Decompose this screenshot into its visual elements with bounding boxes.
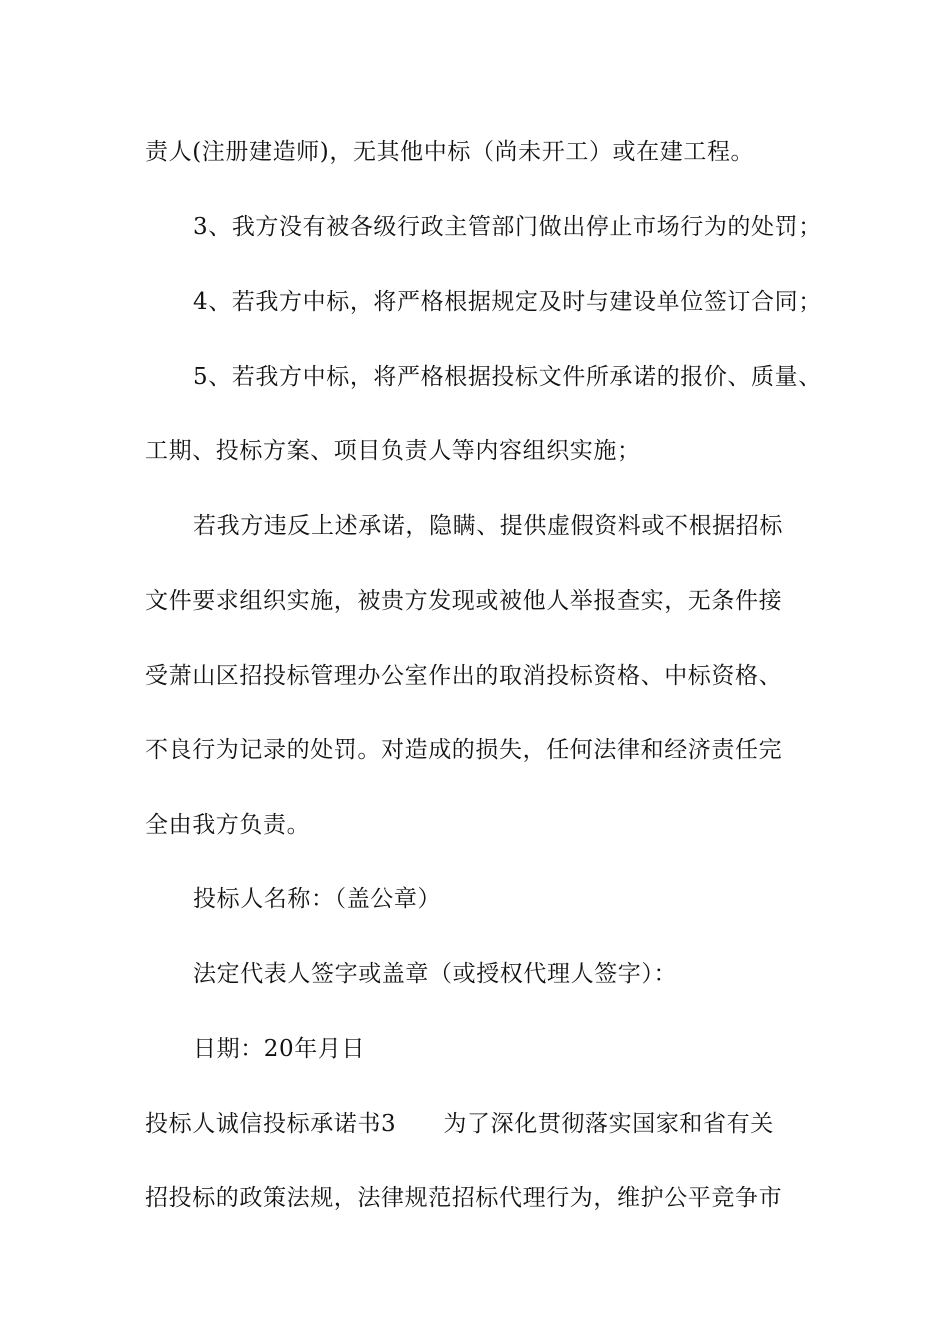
text-line-10: 全由我方负责。	[145, 812, 311, 838]
text-line-6: 若我方违反上述承诺，隐瞒、提供虚假资料或不根据招标	[193, 513, 783, 539]
text-line-8: 受萧山区招投标管理办公室作出的取消投标资格、中标资格、	[145, 663, 783, 689]
date-line: 日期：20年月日	[193, 1036, 366, 1062]
text-line-4: 5、若我方中标，将严格根据投标文件所承诺的报价、质量、	[193, 364, 822, 390]
text-line-15: 招投标的政策法规，法律规范招标代理行为，维护公平竞争市	[145, 1185, 783, 1211]
text-line-1: 责人(注册建造师)，无其他中标（尚未开工）或在建工程。	[145, 139, 755, 165]
text-line-5: 工期、投标方案、项目负责人等内容组织实施；	[145, 438, 641, 464]
text-line-14: 投标人诚信投标承诺书3 为了深化贯彻落实国家和省有关	[145, 1111, 774, 1137]
legal-rep-signature-line: 法定代表人签字或盖章（或授权代理人签字）：	[193, 961, 678, 987]
text-line-3: 4、若我方中标，将严格根据规定及时与建设单位签订合同；	[193, 289, 822, 315]
text-line-9: 不良行为记录的处罚。对造成的损失，任何法律和经济责任完	[145, 737, 783, 763]
text-line-2: 3、我方没有被各级行政主管部门做出停止市场行为的处罚；	[193, 214, 822, 240]
bidder-name-line: 投标人名称：（盖公章）	[193, 886, 442, 912]
text-line-7: 文件要求组织实施，被贵方发现或被他人举报查实，无条件接	[145, 588, 783, 614]
